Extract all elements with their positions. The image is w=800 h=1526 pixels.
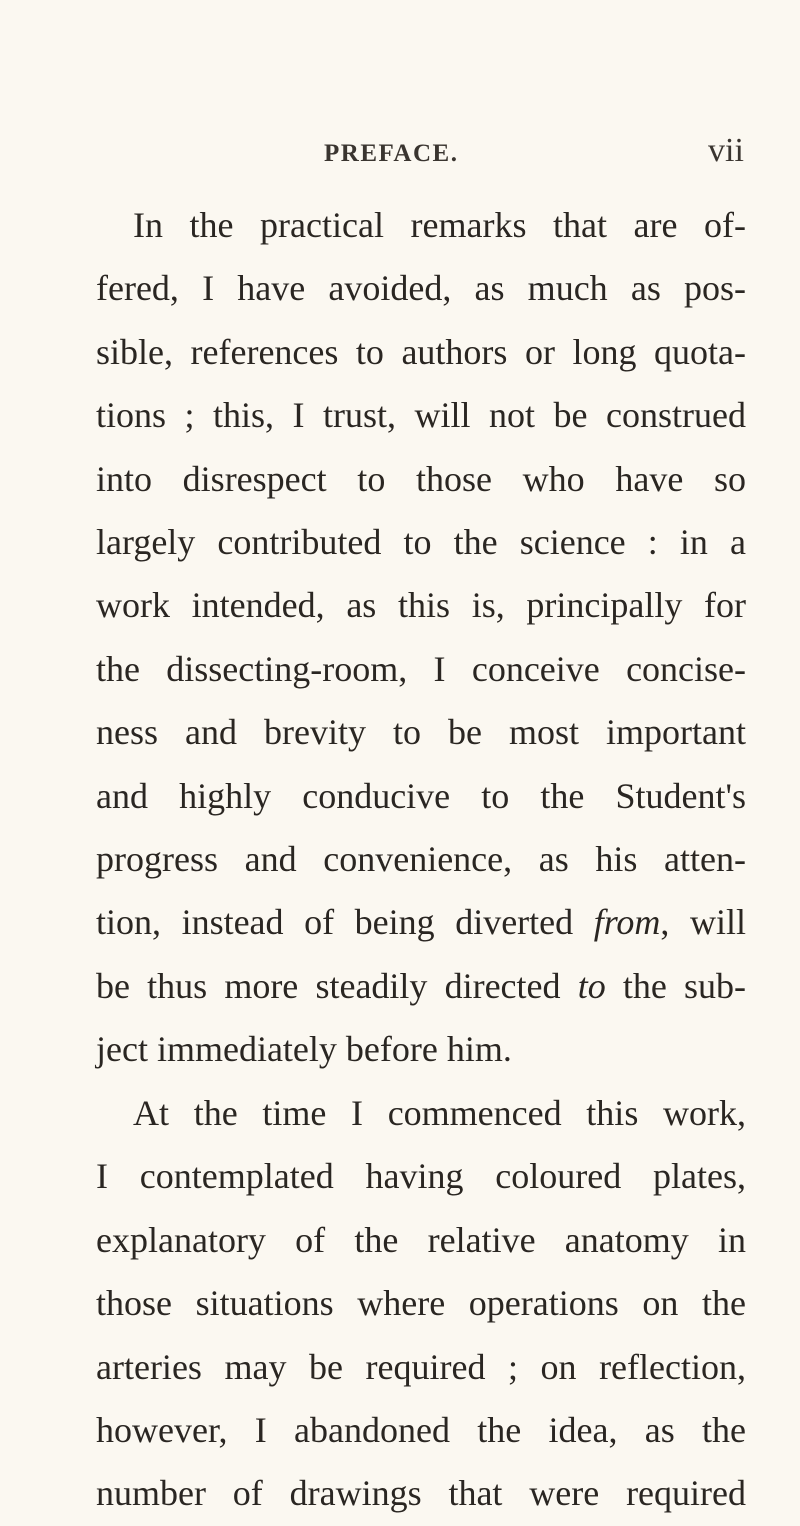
text-line: tions ; this, I trust, will not be construed xyxy=(96,395,746,436)
text-line: In the practical remarks that are of- xyxy=(133,205,746,245)
text-line: sible, references to authors or long quota- xyxy=(96,331,746,372)
text-segment: , will xyxy=(660,902,746,943)
text-line-mixed xyxy=(96,891,746,954)
text-line: however, I abandoned the idea, as the xyxy=(96,1409,746,1450)
text-line: I contemplated having coloured plates, xyxy=(96,1156,746,1197)
paragraph-practical-remarks xyxy=(96,194,746,1081)
text-line: explanatory of the relative anatomy in xyxy=(96,1219,746,1260)
text-line: ject immediately before him. xyxy=(96,1029,512,1070)
text-line: largely contributed to the science : in a xyxy=(96,521,746,562)
italic-word-from: from xyxy=(593,902,661,943)
text-line: ness and brevity to be most important xyxy=(96,712,746,753)
text-line: fered, I have avoided, as much as pos- xyxy=(96,268,746,309)
text-segment: be thus more steadily directed xyxy=(96,965,578,1006)
page-number: vii xyxy=(708,132,744,169)
text-line: work intended, as this is, principally for xyxy=(96,585,746,626)
text-line: number of drawings that were required xyxy=(96,1473,746,1514)
text-line: into disrespect to those who have so xyxy=(96,458,746,499)
text-line: and highly conducive to the Student's xyxy=(96,775,746,816)
text-line-mixed xyxy=(96,955,746,1018)
text-line: progress and convenience, as his atten- xyxy=(96,838,746,879)
running-title: PREFACE. xyxy=(324,140,459,167)
text-line: the dissecting-room, I conceive concise- xyxy=(96,648,746,689)
text-segment: tion, instead of being diverted xyxy=(96,902,594,943)
text-line: those situations where operations on the xyxy=(96,1283,746,1324)
paragraph-coloured-plates xyxy=(96,1082,746,1526)
text-line: At the time I commenced this work, xyxy=(133,1093,746,1133)
text-segment: the sub- xyxy=(605,965,747,1006)
italic-word-to: to xyxy=(577,965,606,1006)
text-line: arteries may be required ; on reflection, xyxy=(96,1346,746,1387)
page-header xyxy=(0,128,800,168)
